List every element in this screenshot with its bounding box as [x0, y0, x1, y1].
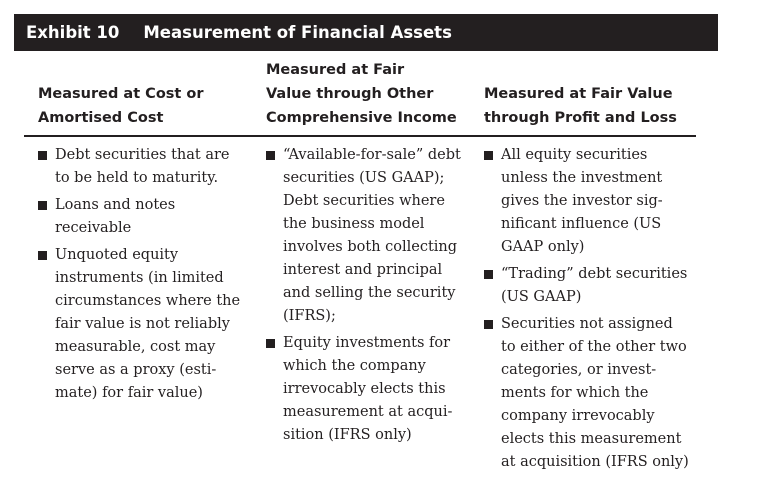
item-line: interest and principal [283, 262, 443, 278]
item-line: (US GAAP) [501, 289, 582, 305]
square-bullet-icon [484, 151, 493, 160]
item-line: instruments (in limited [55, 270, 224, 286]
item-line: measurement at acqui- [283, 404, 453, 420]
list-item [482, 263, 702, 309]
list-item [482, 313, 702, 474]
square-bullet-icon [266, 151, 275, 160]
list-item [36, 144, 258, 190]
item-line: elects this measurement [501, 431, 682, 447]
header-line: Comprehensive Income [266, 110, 457, 126]
column-header-fvoci [266, 58, 470, 130]
item-line: which the company [283, 358, 426, 374]
square-bullet-icon [484, 320, 493, 329]
item-line: the business model [283, 216, 425, 232]
item-line: “Trading” debt securities [501, 266, 688, 282]
item-line: Debt securities where [283, 193, 445, 209]
header-divider [24, 135, 696, 137]
square-bullet-icon [38, 251, 47, 260]
exhibit-number: Exhibit 10 [26, 23, 120, 42]
item-line: to be held to maturity. [55, 170, 219, 186]
column-body-fvpl [482, 144, 702, 478]
header-fvoci-text [266, 58, 470, 130]
item-line: “Available-for-sale” debt [283, 147, 461, 163]
square-bullet-icon [266, 339, 275, 348]
item-line: Securities not assigned [501, 316, 673, 332]
item-line: circumstances where the [55, 293, 241, 309]
item-line: unless the investment [501, 170, 663, 186]
item-line: nificant influence (US [501, 216, 662, 232]
item-line: measurable, cost may [55, 339, 216, 355]
item-line: Equity investments for [283, 335, 451, 351]
item-line: fair value is not reliably [55, 316, 230, 332]
item-line: gives the investor sig- [501, 193, 663, 209]
item-line: and selling the security [283, 285, 456, 301]
item-line: ments for which the [501, 385, 649, 401]
item-line: securities (US GAAP); [283, 170, 445, 186]
header-line: Measured at Fair Value [484, 86, 673, 102]
square-bullet-icon [38, 201, 47, 210]
exhibit-title-bar [14, 14, 718, 51]
header-line: Amortised Cost [38, 110, 164, 126]
item-line: serve as a proxy (esti- [55, 362, 217, 378]
list-item [482, 144, 702, 259]
list-item [36, 244, 258, 405]
square-bullet-icon [484, 270, 493, 279]
item-line: GAAP only) [501, 239, 585, 255]
item-line: Loans and notes [55, 197, 176, 213]
exhibit-title: Measurement of Financial Assets [143, 23, 452, 42]
item-line: receivable [55, 220, 132, 236]
list-item [264, 144, 476, 328]
item-line: categories, or invest- [501, 362, 657, 378]
header-line: Measured at Fair [266, 62, 405, 78]
header-line: Measured at Cost or [38, 86, 204, 102]
column-body-cost [36, 144, 258, 409]
item-line: to either of the other two [501, 339, 687, 355]
square-bullet-icon [38, 151, 47, 160]
list-item [36, 194, 258, 240]
header-cost-text [38, 58, 256, 130]
item-line: involves both collecting [283, 239, 458, 255]
item-line: All equity securities [501, 147, 648, 163]
item-line: sition (IFRS only) [283, 427, 412, 443]
column-header-fvpl [484, 58, 700, 130]
header-line: through Profit and Loss [484, 110, 677, 126]
header-fvpl-text [484, 58, 700, 130]
list-item [264, 332, 476, 447]
column-body-fvoci [264, 144, 476, 451]
header-line: Value through Other [266, 86, 434, 102]
item-line: (IFRS); [283, 308, 336, 324]
item-line: Debt securities that are [55, 147, 230, 163]
column-header-cost [38, 58, 256, 130]
item-line: Unquoted equity [55, 247, 179, 263]
item-line: irrevocably elects this [283, 381, 446, 397]
item-line: at acquisition (IFRS only) [501, 454, 689, 470]
item-line: company irrevocably [501, 408, 655, 424]
item-line: mate) for fair value) [55, 385, 203, 401]
